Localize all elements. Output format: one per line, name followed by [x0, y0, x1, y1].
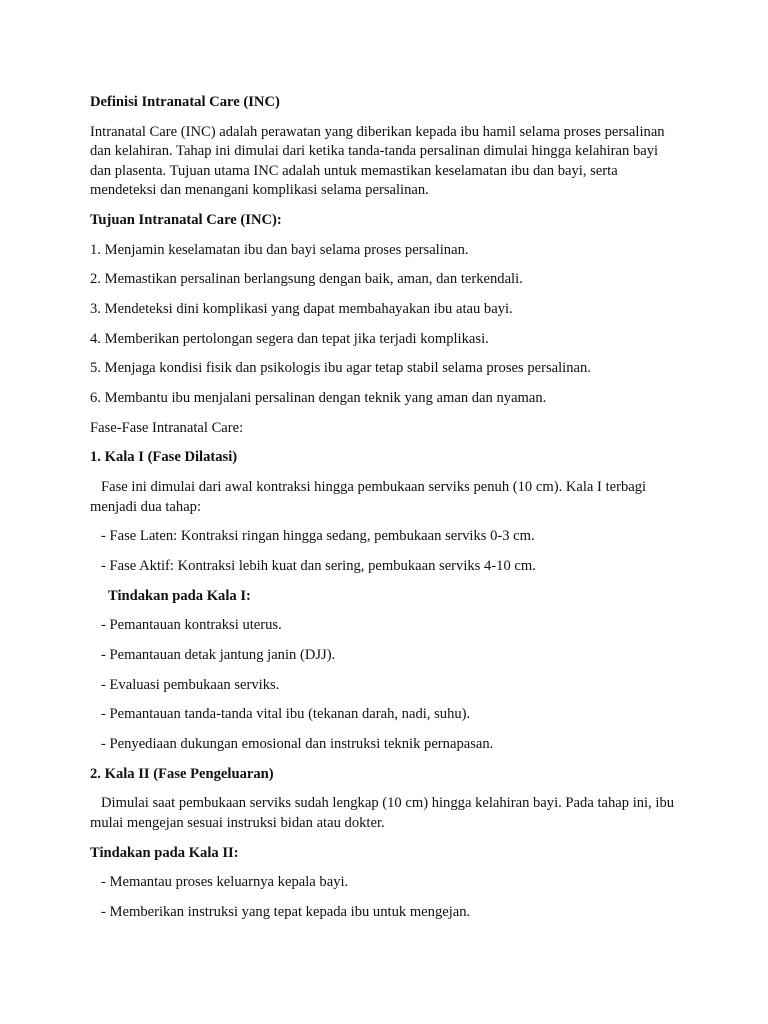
kala1-actions-heading: Tindakan pada Kala I: [108, 587, 251, 604]
goals-heading: Tujuan Intranatal Care (INC): [90, 211, 282, 228]
kala1-action-item: - Pemantauan kontraksi uterus. [101, 617, 282, 634]
kala2-actions-heading: Tindakan pada Kala II: [90, 844, 239, 861]
document-page [90, 93, 680, 933]
kala1-heading: 1. Kala I (Fase Dilatasi) [90, 449, 238, 466]
definition-heading: Definisi Intranatal Care (INC) [90, 94, 280, 110]
goal-item-3: 3. Mendeteksi dini komplikasi yang dapat membahayakan ibu atau bayi. [90, 300, 513, 317]
kala2-heading: 2. Kala II (Fase Pengeluaran) [90, 765, 274, 782]
goal-item-6: 6. Membantu ibu menjalani persalinan dengan teknik yang aman dan nyaman. [90, 390, 547, 406]
goal-item-1: 1. Menjamin keselamatan ibu dan bayi selama proses persalinan. [90, 241, 469, 258]
definition-paragraph: Intranatal Care (INC) adalah perawatan yang diberikan kepada ibu hamil selama proses persalinan dan kelahiran. Tahap ini dimulai dari ketika tanda-tanda persalinan dimulai hingga kelahiran bayi dan plasenta. Tujuan utama INC adalah untuk memastikan keselamatan ibu dan bayi, serta mendeteksi dan menangani komplikasi selama persalinan. [90, 123, 665, 199]
goal-item-4: 4. Memberikan pertolongan segera dan tepat jika terjadi komplikasi. [90, 330, 489, 347]
kala1-action-item: - Pemantauan tanda-tanda vital ibu (tekanan darah, nadi, suhu). [101, 706, 471, 723]
goal-item-2: 2. Memastikan persalinan berlangsung dengan baik, aman, dan terkendali. [90, 271, 523, 288]
goal-item-5: 5. Menjaga kondisi fisik dan psikologis ibu agar tetap stabil selama proses persalinan. [90, 360, 591, 377]
kala1-action-item: - Evaluasi pembukaan serviks. [101, 676, 280, 693]
kala1-stage-latent: - Fase Laten: Kontraksi ringan hingga sedang, pembukaan serviks 0-3 cm. [101, 528, 535, 545]
kala2-action-item: - Memberikan instruksi yang tepat kepada ibu untuk mengejan. [101, 904, 471, 920]
kala2-action-item: - Memantau proses keluarnya kepala bayi. [101, 874, 349, 891]
kala1-stage-active: - Fase Aktif: Kontraksi lebih kuat dan sering, pembukaan serviks 4-10 cm. [101, 557, 536, 574]
kala1-description: Fase ini dimulai dari awal kontraksi hingga pembukaan serviks penuh (10 cm). Kala I terbagi menjadi dua tahap: [90, 479, 647, 515]
phases-intro: Fase-Fase Intranatal Care: [90, 419, 244, 436]
kala2-description: Dimulai saat pembukaan serviks sudah lengkap (10 cm) hingga kelahiran bayi. Pada tahap ini, ibu mulai mengejan sesuai instruksi bidan atau dokter. [90, 795, 675, 831]
kala1-action-item: - Pemantauan detak jantung janin (DJJ). [101, 647, 336, 663]
kala1-action-item: - Penyediaan dukungan emosional dan instruksi teknik pernapasan. [101, 736, 494, 753]
